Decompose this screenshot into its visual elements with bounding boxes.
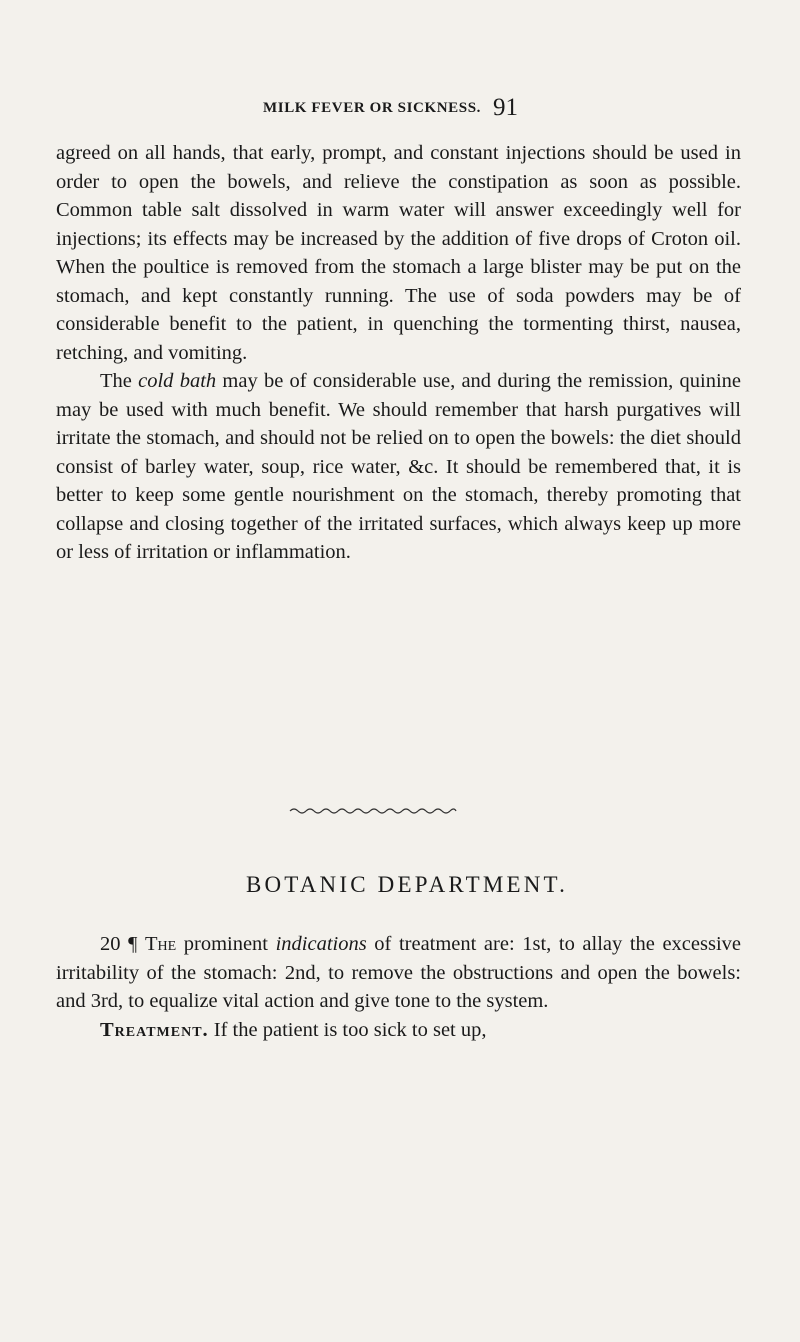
body-text-lower bbox=[56, 930, 741, 1044]
section-heading: BOTANIC DEPARTMENT. bbox=[245, 872, 569, 897]
paragraph-4-text: If the patient is too sick to set up, bbox=[208, 1018, 487, 1041]
paragraph-3 bbox=[56, 930, 741, 1016]
page-number: 91 bbox=[493, 94, 518, 121]
paragraph-3-italic: indications bbox=[275, 933, 367, 955]
paragraph-2-italic: cold bath bbox=[138, 370, 217, 392]
paragraph-3-lead: prominent bbox=[176, 933, 276, 955]
body-text-upper bbox=[56, 139, 741, 567]
paragraph-2-lead: The bbox=[100, 370, 139, 392]
paragraph-3-rest: of treatment are: 1st, to allay the excessive irritability of the stomach: 2nd, to remove the obstructions and open the bowels: and 3rd, to equalize vital action and give tone to the system. bbox=[56, 933, 741, 1012]
paragraph-2-rest: may be of considerable use, and during the remission, quinine may be used with much benefit. We should remember that harsh purgatives will irritate the stomach, and should not be relied on to open the bowels: the diet should consist of barley water, soup, rice water, &c. It should be remembered that, it is better to keep some gentle nourishment on the stomach, thereby promoting that collapse and closing together of the irritated surfaces, which always keep up more or less of irritation or inflammation. bbox=[56, 370, 741, 563]
paragraph-1: agreed on all hands, that early, prompt, and constant injections should be used in order to open the bowels, and relieve the constipation as soon as possible. Common table salt dissolved in warm water will answer exceedingly well for injections; its effects may be increased by the addition of five drops of Croton oil. When the poultice is removed from the stomach a large blister may be put on the stomach, and kept constantly running. The use of soda powders may be of considerable benefit to the patient, in quenching the tormenting thirst, nausea, retching, and vomiting. bbox=[56, 142, 741, 364]
paragraph-4 bbox=[56, 1016, 741, 1045]
paragraph-3-number: 20 ¶ bbox=[100, 933, 138, 955]
paragraph-2 bbox=[56, 367, 741, 567]
decorative-rule-ornament bbox=[288, 805, 458, 817]
treatment-label: Treatment. bbox=[100, 1018, 209, 1041]
paragraph-3-the: The bbox=[144, 933, 177, 955]
running-head: MILK FEVER OR SICKNESS. bbox=[263, 100, 482, 116]
